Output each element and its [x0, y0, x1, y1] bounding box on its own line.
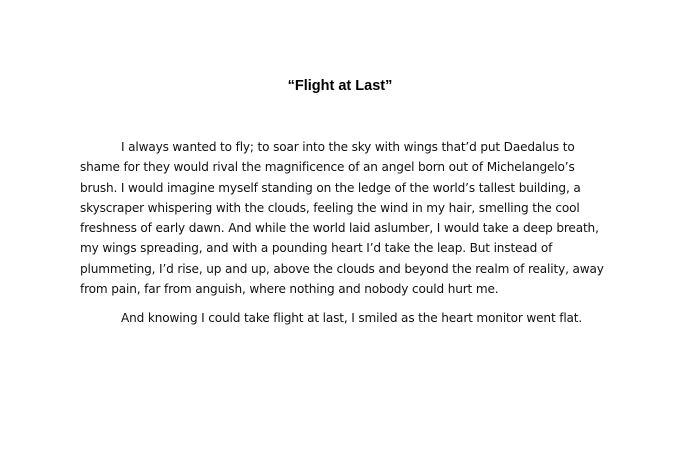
paragraph-2: And knowing I could take flight at last, I smiled as the heart monitor went flat.: [121, 311, 583, 326]
document-body: [80, 137, 605, 338]
document-title: “Flight at Last”: [287, 78, 393, 94]
paragraph-1: I always wanted to fly; to soar into the sky with wings that’d put Daedalus to shame for they would rival the magnificence of an angel born out of Michelangelo’s brush. I would imagine myself standing on the ledge of the world’s tallest building, a skyscraper whispering with the clouds, feeling the wind in my hair, smelling the cool freshness of early dawn. And while the world laid aslumber, I would take a deep breath, my wings spreading, and with a pounding heart I’d take the leap. But instead of plummeting, I’d rise, up and up, above the clouds and beyond the realm of reality, away from pain, far from anguish, where nothing and nobody could hurt me.: [80, 140, 604, 297]
